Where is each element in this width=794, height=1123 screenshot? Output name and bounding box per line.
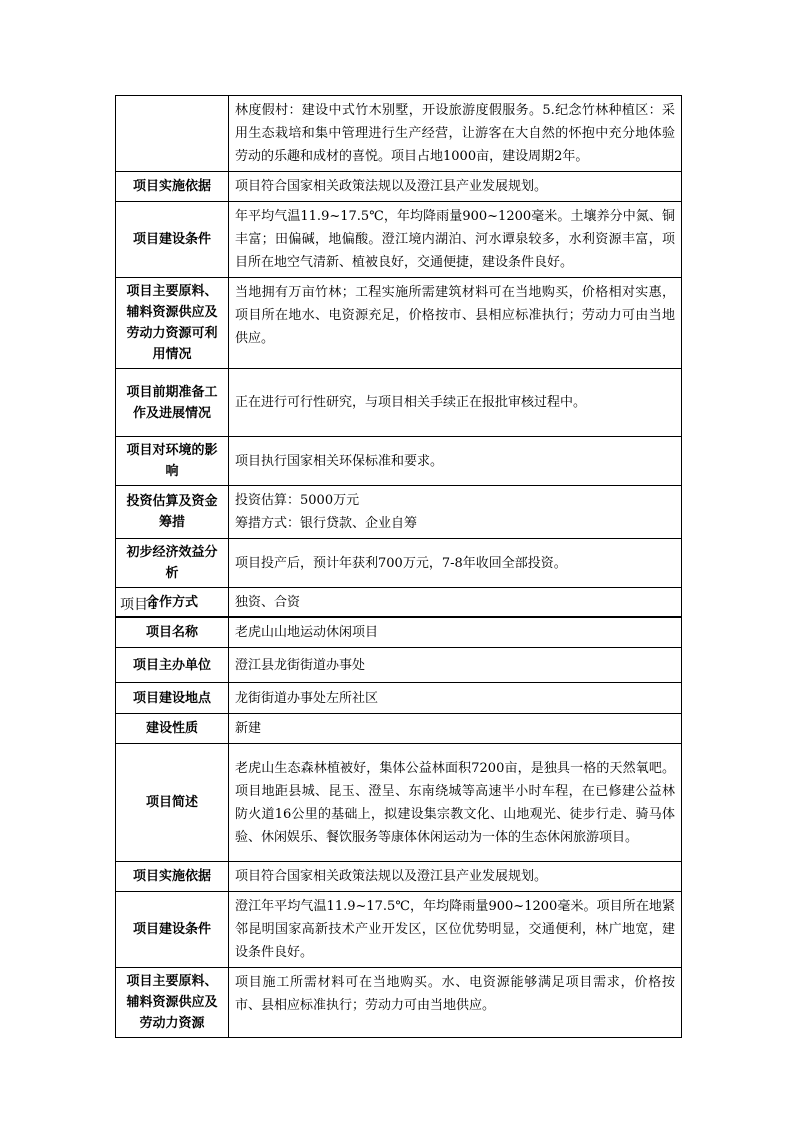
row-label: 项目实施依据: [116, 862, 229, 892]
row-value: 年平均气温11.9~17.5℃，年均降雨量900~1200毫米。土壤养分中氮、铜丰富；田偏碱，地偏酸。澄江境内湖泊、河水谭泉较多，水利资源丰富，项目所在地空气清新、植被良好，交通便捷，建设条件良好。: [229, 202, 682, 278]
section-heading: 项目4: [120, 597, 157, 613]
row-value: 正在进行可行性研究，与项目相关手续正在报批审核过程中。: [229, 369, 682, 437]
row-value: 当地拥有万亩竹林；工程实施所需建筑材料可在当地购买，价格相对实惠，项目所在地水、电资源充足，价格按市、县相应标准执行；劳动力可由当地供应。: [229, 278, 682, 369]
table-row: [116, 486, 682, 539]
row-value: 项目执行国家相关环保标准和要求。: [229, 437, 682, 486]
row-label: 项目建设条件: [116, 892, 229, 968]
row-label: 项目建设条件: [116, 202, 229, 278]
row-value: 老虎山生态森林植被好，集体公益林面积7200亩，是独具一格的天然氧吧。项目地距县城、昆玉、澄呈、东南绕城等高速半小时车程，在已修建公益林防火道16公里的基础上，拟建设集宗教文化、山地观光、徒步行走、骑马体验、休闲娱乐、餐饮服务等康体休闲运动为一体的生态休闲旅游项目。: [229, 744, 682, 862]
row-label: 初步经济效益分析: [116, 539, 229, 588]
row-value: 独资、合资: [229, 588, 682, 618]
table-row: [116, 617, 682, 648]
row-label: 项目前期准备工作及进展情况: [116, 369, 229, 437]
investment-estimate: 投资估算：5000万元: [235, 493, 360, 508]
row-value: 项目投产后，预计年获利700万元，7-8年收回全部投资。: [229, 539, 682, 588]
row-label: 项目名称: [116, 617, 229, 648]
row-label: 项目主要原料、辅料资源供应及劳动力资源可利用情况: [116, 278, 229, 369]
table-row: [116, 202, 682, 278]
table-row: [116, 648, 682, 683]
row-value: 龙街街道办事处左所社区: [229, 683, 682, 714]
table-row: [116, 862, 682, 892]
project-3-table: [115, 95, 682, 618]
financing-method: 筹措方式：银行贷款、企业自筹: [235, 516, 418, 531]
row-value: [229, 486, 682, 539]
row-value: 澄江年平均气温11.9~17.5℃，年均降雨量900~1200毫米。项目所在地紧邻昆明国家高新技术产业开发区，区位优势明显，交通便利，林广地宽，建设条件良好。: [229, 892, 682, 968]
table-row: [116, 172, 682, 202]
row-value: 林度假村：建设中式竹木别墅，开设旅游度假服务。5.纪念竹林种植区：采用生态栽培和集中管理进行生产经营，让游客在大自然的怀抱中充分地体验劳动的乐趣和成材的喜悦。项目占地1000亩，建设周期2年。: [229, 96, 682, 172]
project-4-table: [115, 616, 682, 1038]
table-row: [116, 744, 682, 862]
row-value: 老虎山山地运动休闲项目: [229, 617, 682, 648]
table-row: [116, 714, 682, 744]
row-label: 项目简述: [116, 744, 229, 862]
row-label: 合作方式: [116, 588, 229, 618]
table-row: [116, 278, 682, 369]
row-label: 建设性质: [116, 714, 229, 744]
table-row: [116, 369, 682, 437]
row-label: 投资估算及资金筹措: [116, 486, 229, 539]
row-value: 项目施工所需材料可在当地购买。水、电资源能够满足项目需求，价格按市、县相应标准执行；劳动力可由当地供应。: [229, 968, 682, 1038]
row-label: 项目主要原料、辅料资源供应及劳动力资源: [116, 968, 229, 1038]
table-row: [116, 539, 682, 588]
row-value: 项目符合国家相关政策法规以及澄江县产业发展规划。: [229, 172, 682, 202]
row-label: 项目对环境的影响: [116, 437, 229, 486]
row-value: 澄江县龙街街道办事处: [229, 648, 682, 683]
table-row: [116, 892, 682, 968]
table-row: [116, 588, 682, 618]
table-row: [116, 437, 682, 486]
row-value: 项目符合国家相关政策法规以及澄江县产业发展规划。: [229, 862, 682, 892]
table-row: [116, 683, 682, 714]
row-label: 项目建设地点: [116, 683, 229, 714]
table-row: [116, 968, 682, 1038]
row-label: 项目实施依据: [116, 172, 229, 202]
row-value: 新建: [229, 714, 682, 744]
row-label: 项目主办单位: [116, 648, 229, 683]
row-label: [116, 96, 229, 172]
table-row: [116, 96, 682, 172]
